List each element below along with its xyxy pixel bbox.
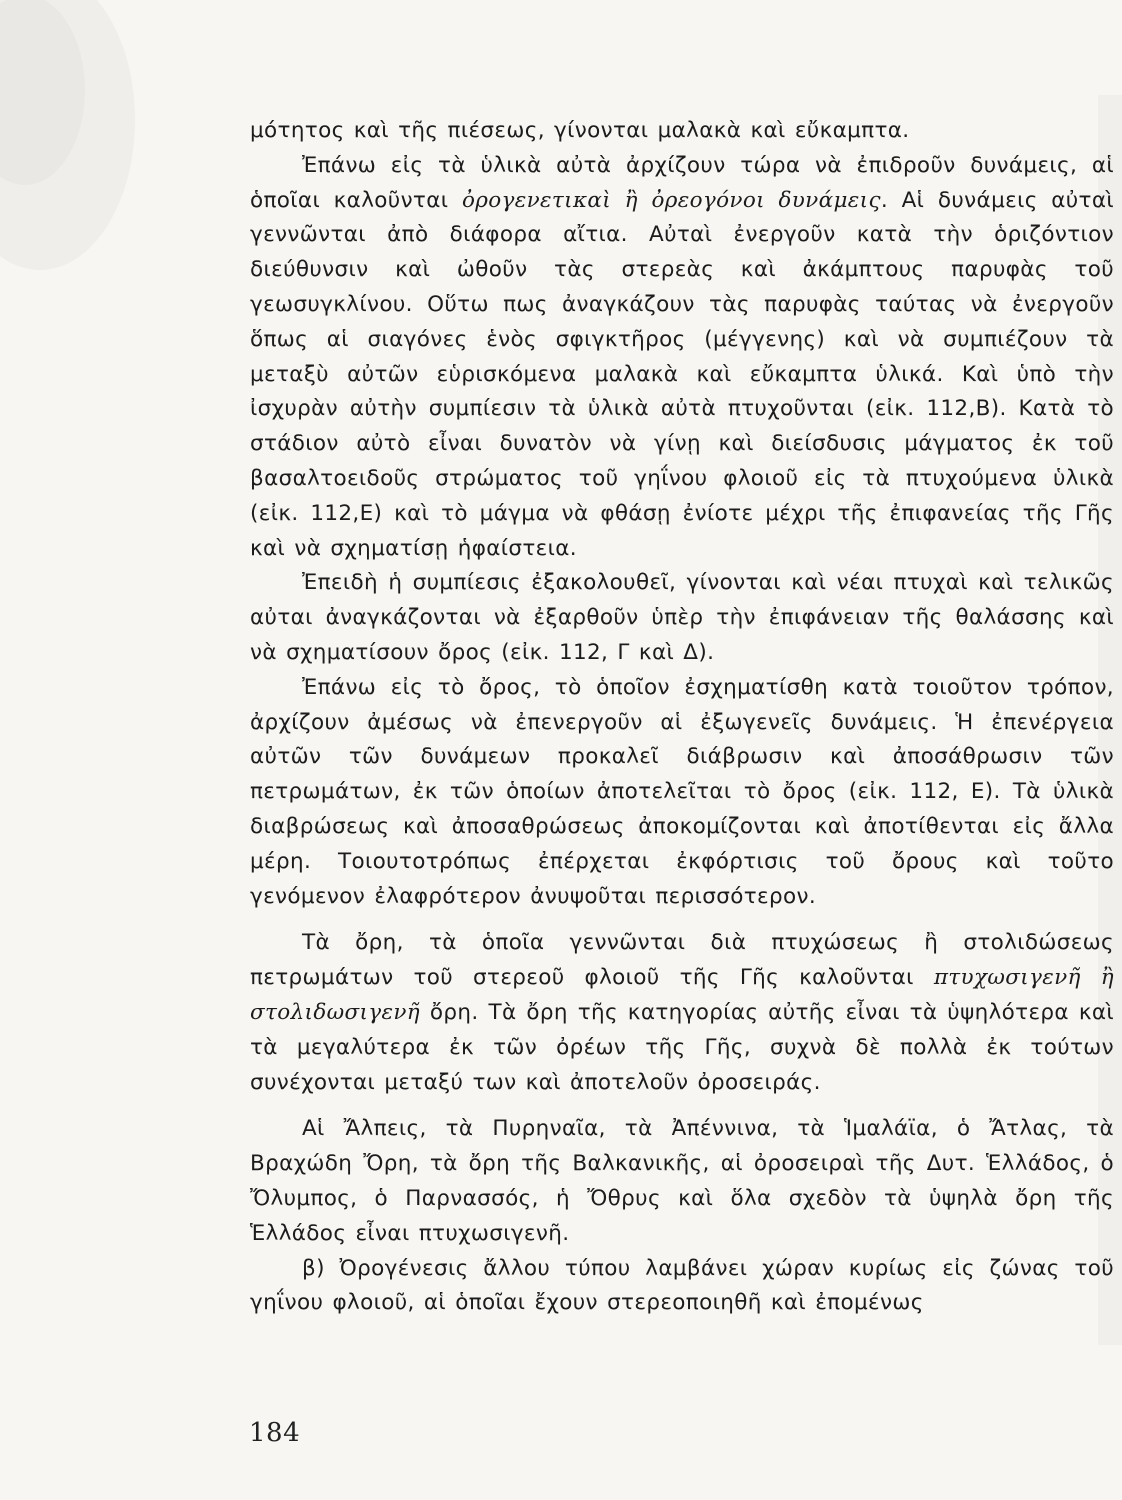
paragraph-text: ὄρη. Τὰ ὄρη τῆς κατηγορίας αὐτῆς εἶναι τὰ ὑψηλότερα καὶ τὰ μεγαλύτερα ἐκ τῶν ὀρέων τῆς Γῆς, συχνὰ δὲ πολλὰ ἐκ τούτων συνέχονται μεταξύ των καὶ ἀποτελοῦν ὀροσειράς. — [250, 999, 1114, 1095]
paragraph-p6 — [250, 1112, 1114, 1251]
paragraph-text: μότητος καὶ τῆς πιέσεως, γίνονται μαλακὰ καὶ εὔκαμπτα. — [250, 118, 910, 143]
paragraph-text: Ἐπειδὴ ἡ συμπίεσις ἐξακολουθεῖ, γίνονται καὶ νέαι πτυχαὶ καὶ τελικῶς αὐται ἀναγκάζονται νὰ ἐξαρθοῦν ὑπὲρ τὴν ἐπιφάνειαν τῆς θαλάσσης καὶ νὰ σχηματίσουν ὄρος (εἰκ. 112, Γ καὶ Δ). — [250, 570, 1114, 665]
paragraph-text: Ἐπάνω εἰς τὰ ὑλικὰ αὐτὰ ἀρχίζουν τώρα νὰ ἐπιδροῦν δυνάμεις, αἱ ὁποῖαι καλοῦνται — [250, 152, 1114, 213]
paragraph-p5 — [250, 926, 1114, 1100]
paragraph-text: Τὰ ὄρη, τὰ ὁποῖα γεννῶνται διὰ πτυχώσεως ἢ στολιδώσεως πετρωμάτων τοῦ στερεοῦ φλοιοῦ τῆς Γῆς καλοῦνται — [250, 930, 1114, 991]
italic-term: ὀρογενετικαὶ ἢ ὀρεογόνοι δυνάμεις — [461, 187, 881, 213]
paragraph-p4 — [250, 671, 1114, 915]
italic-term: πτυχωσιγενῆ ἢ στολιδωσιγενῆ — [250, 965, 1114, 1025]
paragraph-p1 — [250, 114, 1114, 149]
paragraph-text: Ἐπάνω εἰς τὸ ὄρος, τὸ ὁποῖον ἐσχηματίσθη κατὰ τοιοῦτον τρόπον, ἀρχίζουν ἀμέσως νὰ ἐπενεργοῦν αἱ ἐξωγενεῖς δυνάμεις. Ἡ ἐπενέργεια αὐτῶν τῶν δυνάμεων προκαλεῖ διάβρωσιν καὶ ἀποσάθρωσιν τῶν πετρωμάτων, ἐκ τῶν ὁποίων ἀποτελεῖται τὸ ὄρος (εἰκ. 112, Ε). Τὰ ὑλικὰ διαβρώσεως καὶ ἀποσαθρώσεως ἀποκομίζονται καὶ ἀποτίθενται εἰς ἄλλα μέρη. Τοιουτοτρόπως ἐπέρχεται ἐκφόρτισις τοῦ ὄρους καὶ τοῦτο γενόμενον ἐλαφρότερον ἀνυψοῦται περισσότερον. — [250, 674, 1114, 909]
page-number: 184 — [249, 1418, 301, 1448]
body-text — [250, 114, 1114, 1321]
paragraph-p2 — [250, 149, 1114, 567]
paragraph-p3 — [250, 566, 1114, 670]
paragraph-p7 — [250, 1252, 1114, 1322]
paragraph-text: Αἱ Ἄλπεις, τὰ Πυρηναῖα, τὰ Ἀπέννινα, τὰ Ἱμαλάϊα, ὁ Ἄτλας, τὰ Βραχώδη Ὄρη, τὰ ὄρη τῆς Βαλκανικῆς, αἱ ὀροσειραὶ τῆς Δυτ. Ἑλλάδος, ὁ Ὄλυμπος, ὁ Παρνασσός, ἡ Ὄθρυς καὶ ὅλα σχεδὸν τὰ ὑψηλὰ ὄρη τῆς Ἑλλάδος εἶναι πτυχωσιγενῆ. — [250, 1116, 1114, 1246]
paragraph-text: β) Ὀρογένεσις ἄλλου τύπου λαμβάνει χώραν κυρίως εἰς ζώνας τοῦ γηΐνου φλοιοῦ, αἱ ὁποῖαι ἔχουν στερεοποιηθῆ καὶ ἐπομένως — [250, 1255, 1114, 1316]
scan-stain — [0, 0, 140, 330]
paragraph-text: . Αἱ δυνάμεις αὐταὶ γεννῶνται ἀπὸ διάφορα αἴτια. Αὐταὶ ἐνεργοῦν κατὰ τὴν ὁριζόντιον διεύθυνσιν καὶ ὠθοῦν τὰς στερεὰς καὶ ἀκάμπτους παρυφὰς τοῦ γεωσυγκλίνου. Οὕτω πως ἀναγκάζουν τὰς παρυφὰς ταύτας νὰ ἐνεργοῦν ὅπως αἱ σιαγόνες ἑνὸς σφιγκτῆρος (μέγγενης) καὶ νὰ συμπιέζουν τὰ μεταξὺ αὐτῶν εὑρισκόμενα μαλακὰ καὶ εὔκαμπτα ὑλικά. Καὶ ὑπὸ τὴν ἰσχυρὰν αὐτὴν συμπίεσιν τὰ ὑλικὰ αὐτὰ πτυχοῦνται (εἰκ. 112,Β). Κατὰ τὸ στάδιον αὐτὸ εἶναι δυνατὸν νὰ γίνῃ καὶ διείσδυσις μάγματος ἐκ τοῦ βασαλτοειδοῦς στρώματος τοῦ γηΐνου φλοιοῦ εἰς τὰ πτυχούμενα ὑλικὰ (εἰκ. 112,Ε) καὶ τὸ μάγμα νὰ φθάσῃ ἐνίοτε μέχρι τῆς ἐπιφανείας τῆς Γῆς καὶ νὰ σχηματίσῃ ἡφαίστεια. — [250, 187, 1114, 561]
